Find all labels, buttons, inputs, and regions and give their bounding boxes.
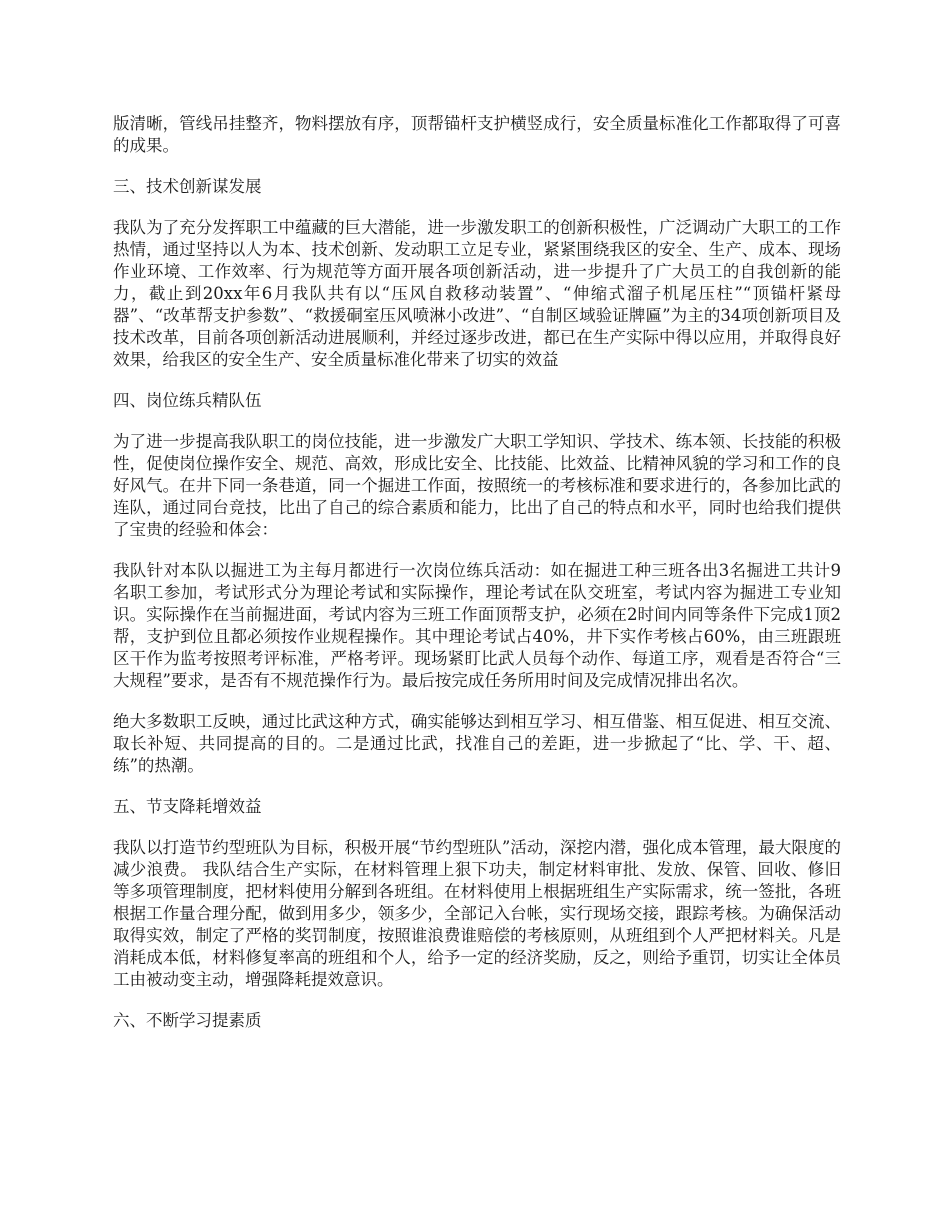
paragraph-cost-saving: 我队以打造节约型班队为目标，积极开展“节约型班队”活动，深挖内潜，强化成本管理，最大限度的减少浪费。 我队结合生产实际，在材料管理上狠下功夫，制定材料审批、发放、保管、回收、修旧等多项管理制度，把材料使用分解到各班组。在材料使用上根据班组生产实际需求，统一签批，各班根据工作量合理分配，做到用多少，领多少，全部记入台帐，实行现场交接，跟踪考核。为确保活动取得实效，制定了严格的奖罚制度，按照谁浪费谁赔偿的考核原则，从班组到个人严把材料关。凡是消耗成本低，材料修复率高的班组和个人，给予一定的经济奖励，反之，则给予重罚，切实让全体员工由被动变主动，增强降耗提效意识。 [113, 838, 841, 989]
paragraph-tech-innovation: 我队为了充分发挥职工中蕴藏的巨大潜能，进一步激发职工的创新积极性，广泛调动广大职工的工作热情，通过坚持以人为本、技术创新、发动职工立足专业，紧紧围绕我区的安全、生产、成本、现场作业环境、工作效率、行为规范等方面开展各项创新活动，进一步提升了广大员工的自我创新的能力，截止到20xx年6月我队共有以“压风自救移动装置”、“伸缩式溜子机尾压柱”“顶锚杆紧母器”、“改革帮支护参数”、“救援硐室压风喷淋小改进”、“自制区域验证牌匾”为主的34项创新项目及技术改革，目前各项创新活动进展顺利，并经过逐步改进，都已在生产实际中得以应用，并取得良好效果，给我区的安全生产、安全质量标准化带来了切实的效益 [113, 218, 841, 369]
paragraph-safety-results: 版清晰，管线吊挂整齐，物料摆放有序，顶帮锚杆支护横竖成行，安全质量标准化工作都取得了可喜的成果。 [113, 114, 841, 155]
paragraph-monthly-contest: 我队针对本队以掘进工为主每月都进行一次岗位练兵活动：如在掘进工种三班各出3名掘进工共计9名职工参加，考试形式分为理论考试和实际操作，理论考试在队交班室，考试内容为掘进工专业知识。实际操作在当前掘进面，考试内容为三班工作面顶帮支护，必须在2时间内同等条件下完成1顶2帮，支护到位且都必须按作业规程操作。其中理论考试占40%，井下实作考核占60%，由三班跟班区干作为监考按照考评标准，严格考评。现场紧盯比武人员每个动作、每道工序，观看是否符合“三大规程”要求，是否有不规范操作行为。最后按完成任务所用时间及完成情况排出名次。 [113, 561, 841, 690]
document-page [113, 113, 841, 1051]
paragraph-staff-feedback: 绝大多数职工反映，通过比武这种方式，确实能够达到相互学习、相互借鉴、相互促进、相互交流、取长补短、共同提高的目的。二是通过比武，找准自己的差距，进一步掀起了“比、学、干、超、练”的热潮。 [113, 712, 841, 775]
heading-continuous-learning: 六、不断学习提素质 [113, 1011, 262, 1030]
heading-skill-training: 四、岗位练兵精队伍 [113, 391, 262, 410]
paragraph-skill-training: 为了进一步提高我队职工的岗位技能，进一步激发广大职工学知识、学技术、练本领、长技能的积极性，促使岗位操作安全、规范、高效，形成比安全、比技能、比效益、比精神风貌的学习和工作的良好风气。在井下同一条巷道，同一个掘进工作面，按照统一的考核标准和要求进行的，各参加比武的连队，通过同台竞技，比出了自己的综合素质和能力，比出了自己的特点和水平，同时也给我们提供了宝贵的经验和体会： [113, 432, 841, 539]
heading-tech-innovation: 三、技术创新谋发展 [113, 177, 262, 196]
heading-cost-saving: 五、节支降耗增效益 [113, 797, 262, 816]
